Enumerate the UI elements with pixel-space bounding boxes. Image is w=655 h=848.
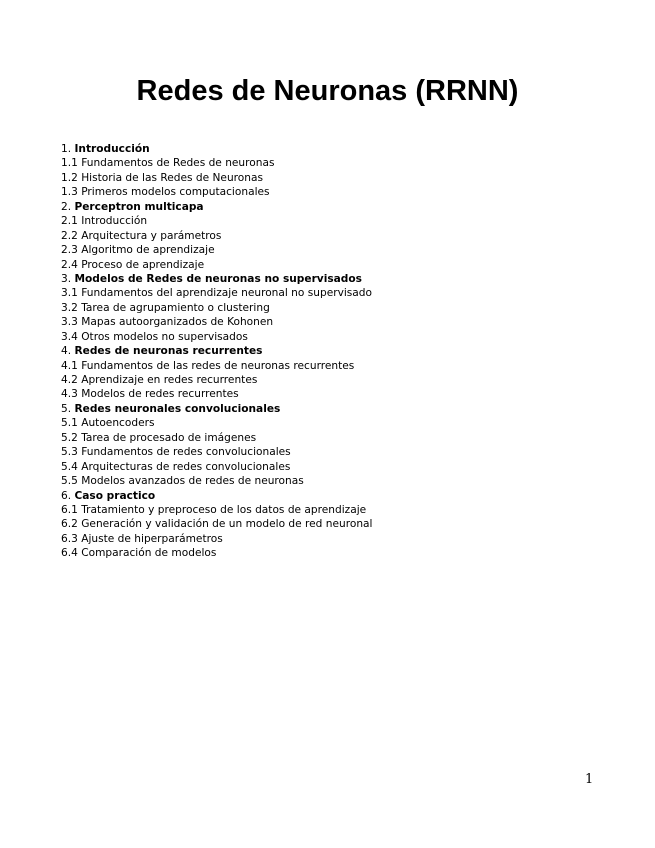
chapter-title: Redes de neuronas recurrentes <box>74 345 263 358</box>
toc-section: 2.4 Proceso de aprendizaje <box>61 258 205 271</box>
chapter-title: Caso practico <box>74 489 156 502</box>
toc-section: 2.2 Arquitectura y parámetros <box>61 229 222 242</box>
toc-section: 6.4 Comparación de modelos <box>61 547 217 560</box>
chapter-title: Redes neuronales convolucionales <box>74 402 281 415</box>
toc-chapter <box>61 200 621 214</box>
toc-section: 6.2 Generación y validación de un modelo de red neuronal <box>61 518 373 531</box>
chapter-number: 2. <box>61 200 72 213</box>
toc-section: 1.3 Primeros modelos computacionales <box>61 186 270 199</box>
chapter-title: Perceptron multicapa <box>74 200 204 213</box>
toc-section: 1.2 Historia de las Redes de Neuronas <box>61 171 263 184</box>
toc-section: 5.1 Autoencoders <box>61 417 155 430</box>
toc-section: 3.1 Fundamentos del aprendizaje neuronal no supervisado <box>61 287 373 300</box>
toc-chapter <box>61 344 621 358</box>
toc-chapter <box>61 489 621 503</box>
chapter-number: 5. <box>61 402 72 415</box>
toc-section: 4.3 Modelos de redes recurrentes <box>61 388 239 401</box>
toc-section: 4.2 Aprendizaje en redes recurrentes <box>61 374 258 386</box>
chapter-title: Introducción <box>74 143 150 155</box>
toc-section: 2.3 Algoritmo de aprendizaje <box>61 244 215 257</box>
toc-section: 5.2 Tarea de procesado de imágenes <box>61 431 257 444</box>
toc-section: 3.3 Mapas autoorganizados de Kohonen <box>61 316 274 329</box>
chapter-number: 4. <box>61 345 72 358</box>
toc-chapter <box>61 272 621 286</box>
chapter-number: 1. <box>61 143 72 155</box>
toc-section: 5.3 Fundamentos de redes convolucionales <box>61 446 291 459</box>
toc-section: 3.4 Otros modelos no supervisados <box>61 330 248 343</box>
chapter-title: Modelos de Redes de neuronas no supervisados <box>74 272 362 285</box>
toc-section: 4.1 Fundamentos de las redes de neuronas recurrentes <box>61 359 355 372</box>
chapter-number: 6. <box>61 489 72 502</box>
toc-section: 2.1 Introducción <box>61 215 148 228</box>
toc-section: 6.3 Ajuste de hiperparámetros <box>61 532 223 545</box>
toc-chapter <box>61 402 621 416</box>
document-title: Redes de Neuronas (RRNN) <box>136 75 519 107</box>
table-of-contents <box>61 142 621 561</box>
toc-section: 6.1 Tratamiento y preproceso de los datos de aprendizaje <box>61 503 367 516</box>
toc-section: 3.2 Tarea de agrupamiento o clustering <box>61 301 270 314</box>
toc-section: 1.1 Fundamentos de Redes de neuronas <box>61 157 275 170</box>
page-number: 1 <box>585 772 594 787</box>
toc-section: 5.5 Modelos avanzados de redes de neuronas <box>61 475 304 488</box>
toc-section: 5.4 Arquitecturas de redes convolucionales <box>61 460 291 473</box>
chapter-number: 3. <box>61 272 72 285</box>
toc-chapter <box>61 142 621 156</box>
